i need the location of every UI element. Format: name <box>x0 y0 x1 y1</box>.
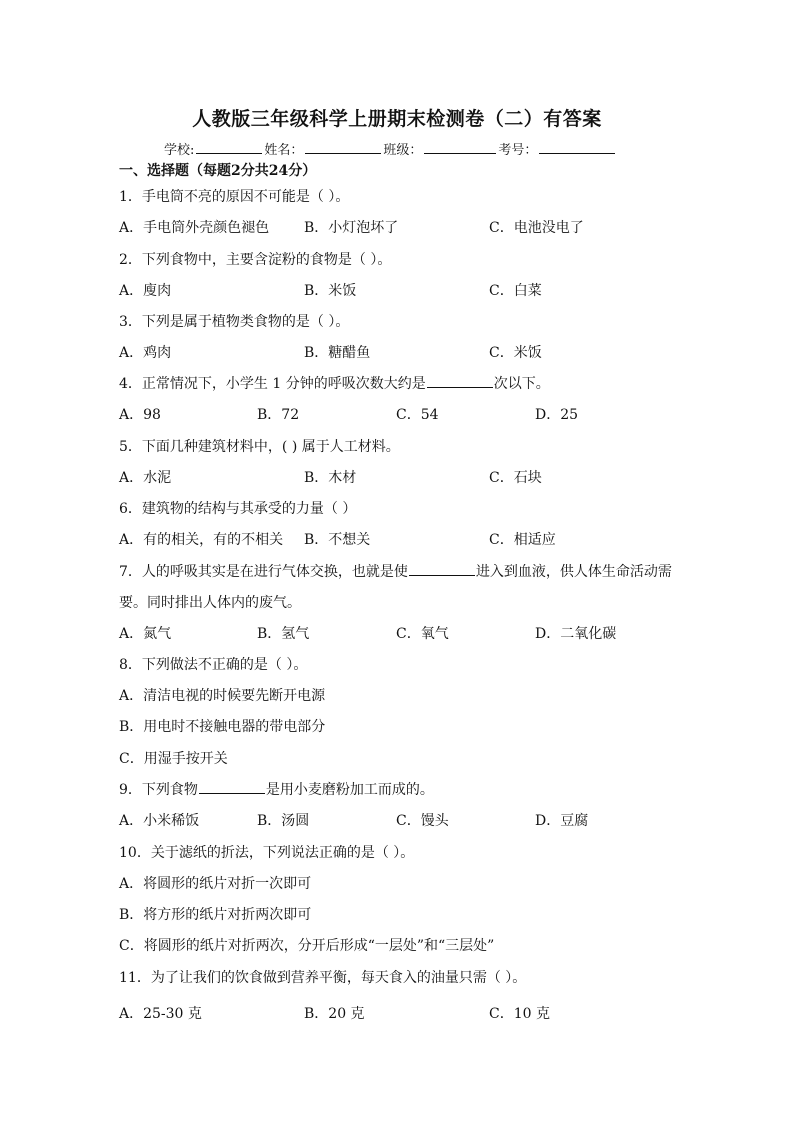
q9-answer-blank[interactable] <box>199 780 265 794</box>
q9-stem-after: 是用小麦磨粉加工而成的。 <box>265 782 434 798</box>
question-1: 1．手电筒不亮的原因不可能是（ ）。 <box>119 189 350 205</box>
q11-option-c[interactable]: C．10 克 <box>489 1006 550 1022</box>
q10-option-a[interactable]: A．将圆形的纸片对折一次即可 <box>119 876 312 892</box>
name-blank[interactable] <box>305 141 381 154</box>
q6-option-c[interactable]: C．相适应 <box>489 532 556 548</box>
q4-stem-after: 次以下。 <box>493 376 550 392</box>
q11-option-b[interactable]: B．20 克 <box>304 1006 365 1022</box>
section-heading: 一、选择题（每题2分共24分） <box>119 163 317 179</box>
q2-option-b[interactable]: B．米饭 <box>304 283 357 299</box>
student-info-line <box>164 139 617 158</box>
question-7 <box>119 561 672 581</box>
q3-option-c[interactable]: C．米饭 <box>489 345 542 361</box>
number-label: 考号： <box>498 143 538 158</box>
q5-option-b[interactable]: B．木材 <box>304 470 357 486</box>
question-2: 2．下列食物中，主要含淀粉的食物是（ ）。 <box>119 252 392 268</box>
q4-option-a[interactable]: A．98 <box>119 407 161 423</box>
question-6: 6．建筑物的结构与其承受的力量（ ） <box>119 501 357 517</box>
q9-option-b[interactable]: B．汤圆 <box>257 813 310 829</box>
class-blank[interactable] <box>424 141 496 154</box>
class-label: 班级： <box>383 143 423 158</box>
q7-option-c[interactable]: C．氧气 <box>396 626 449 642</box>
school-label: 学校: <box>164 143 195 158</box>
q3-option-b[interactable]: B．糖醋鱼 <box>304 345 371 361</box>
q4-option-d[interactable]: D．25 <box>535 407 579 423</box>
q9-option-a[interactable]: A．小米稀饭 <box>119 813 200 829</box>
q4-stem-before: 4．正常情况下，小学生 1 分钟的呼吸次数大约是 <box>119 376 426 392</box>
q7-option-d[interactable]: D．二氧化碳 <box>535 626 617 642</box>
q1-option-c[interactable]: C．电池没电了 <box>489 220 584 236</box>
q4-option-c[interactable]: C．54 <box>396 407 439 423</box>
q9-stem-before: 9．下列食物 <box>119 782 198 798</box>
q1-option-b[interactable]: B．小灯泡坏了 <box>304 220 399 236</box>
q7-stem-before: 7．人的呼吸其实是在进行气体交换，也就是使 <box>119 564 408 580</box>
q10-option-c[interactable]: C．将圆形的纸片对折两次，分开后形成“一层处”和“三层处” <box>119 938 495 954</box>
q7-option-a[interactable]: A．氮气 <box>119 626 172 642</box>
number-blank[interactable] <box>539 141 615 154</box>
question-4 <box>119 373 550 393</box>
q9-option-c[interactable]: C．馒头 <box>396 813 449 829</box>
q10-option-b[interactable]: B．将方形的纸片对折两次即可 <box>119 907 312 923</box>
q4-option-b[interactable]: B．72 <box>257 407 300 423</box>
q11-option-a[interactable]: A．25-30 克 <box>119 1006 202 1022</box>
question-3: 3．下列是属于植物类食物的是（ ）。 <box>119 314 350 330</box>
q8-option-b[interactable]: B．用电时不接触电器的带电部分 <box>119 719 326 735</box>
q9-option-d[interactable]: D．豆腐 <box>535 813 589 829</box>
q7-stem-after: 进入到血液，供人体生命活动需 <box>475 564 672 580</box>
q5-option-a[interactable]: A．水泥 <box>119 470 172 486</box>
question-9 <box>119 779 434 799</box>
q4-answer-blank[interactable] <box>427 374 493 388</box>
q1-option-a[interactable]: A．手电筒外壳颜色褪色 <box>119 220 270 236</box>
q2-option-c[interactable]: C．白菜 <box>489 283 542 299</box>
q3-option-a[interactable]: A．鸡肉 <box>119 345 172 361</box>
q6-option-a[interactable]: A．有的相关，有的不相关 <box>119 532 284 548</box>
question-7-continued: 要。同时排出人体内的废气。 <box>119 595 301 611</box>
q6-option-b[interactable]: B．不想关 <box>304 532 371 548</box>
q2-option-a[interactable]: A．廋肉 <box>119 283 172 299</box>
q8-option-c[interactable]: C．用湿手按开关 <box>119 751 228 767</box>
name-label: 姓名： <box>264 143 304 158</box>
question-5: 5．下面几种建筑材料中，( ) 属于人工材料。 <box>119 439 400 455</box>
q7-answer-blank[interactable] <box>409 562 475 576</box>
q8-option-a[interactable]: A．清洁电视的时候要先断开电源 <box>119 688 326 704</box>
question-10: 10．关于滤纸的折法，下列说法正确的是（ ）。 <box>119 845 415 861</box>
school-blank[interactable] <box>196 141 262 154</box>
question-11: 11．为了让我们的饮食做到营养平衡，每天食入的油量只需（ ）。 <box>119 970 527 986</box>
q5-option-c[interactable]: C．石块 <box>489 470 542 486</box>
q7-option-b[interactable]: B．氢气 <box>257 626 310 642</box>
page-title: 人教版三年级科学上册期末检测卷（二）有答案 <box>192 108 602 130</box>
question-8: 8．下列做法不正确的是（ ）。 <box>119 657 308 673</box>
